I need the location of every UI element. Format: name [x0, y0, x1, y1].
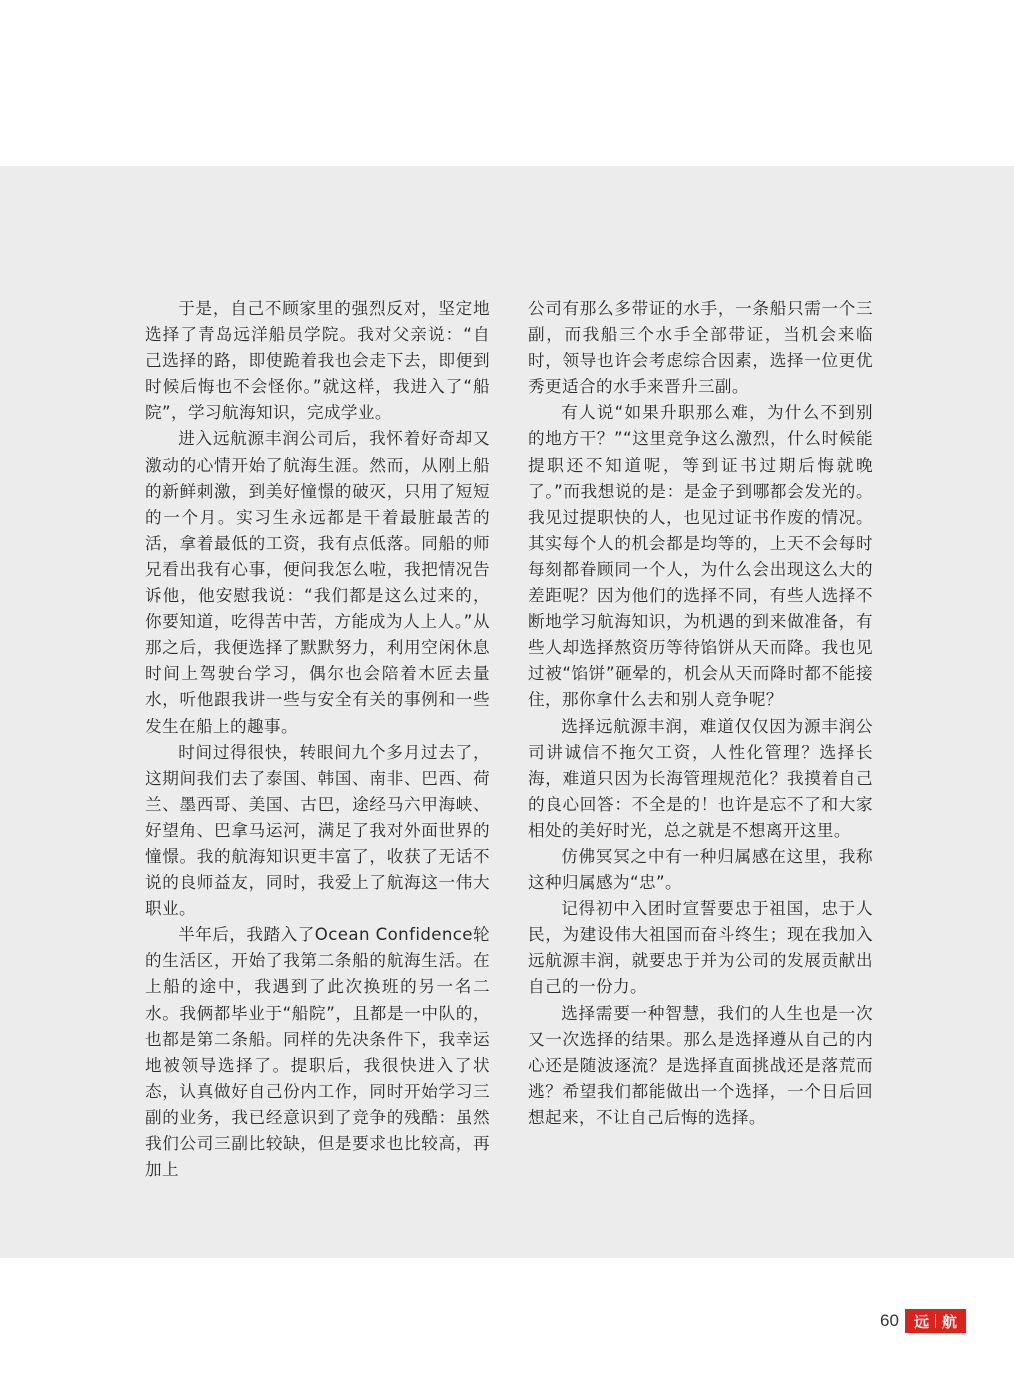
paragraph: 有人说“如果升职那么难，为什么不到别的地方干？”“这里竞争这么激烈，什么时候能提职还不知道呢，等到证书过期后悔就晚了。”而我想说的是：是金子到哪都会发光的。我见过提职快的人，也见过证书作废的情况。其实每个人的机会都是均等的，上天不会每时每刻都眷顾同一个人，为什么会出现这么大的差距呢？因为他们的选择不同，有些人选择不断地学习航海知识，为机遇的到来做准备，有些人却选择熬资历等待馅饼从天而降。我也见过被“馅饼”砸晕的，机会从天而降时都不能接住，那你拿什么去和别人竞争呢？	[528, 403, 873, 710]
page-number: 60	[880, 1311, 899, 1330]
paragraph-continued: 公司有那么多带证的水手，一条船只需一个三副，而我船三个水手全部带证，当机会来临时，领导也许会考虑综合因素，选择一位更优秀更适合的水手来晋升三副。	[528, 299, 873, 397]
paragraph: 半年后，我踏入了Ocean Confidence轮的生活区，开始了我第二条船的航海生活。在上船的途中，我遇到了此次换班的另一名二水。我俩都毕业于“船院”，且都是一中队的，也都是第二条船。同样的先决条件下，我幸运地被领导选择了。提职后，我很快进入了状态，认真做好自己份内工作，同时开始学习三副的业务，我已经意识到了竞争的残酷：虽然我们公司三副比较缺，但是要求也比较高，再加上	[145, 925, 490, 1180]
page-footer	[880, 1309, 966, 1333]
paragraph: 记得初中入团时宣誓要忠于祖国，忠于人民，为建设伟大祖国而奋斗终生；现在我加入远航源丰润，就要忠于并为公司的发展贡献出自己的一份力。	[528, 899, 873, 997]
article-right-column	[528, 296, 873, 1131]
paragraph: 选择需要一种智慧，我们的人生也是一次又一次选择的结果。那么是选择遵从自己的内心还是随波逐流？是选择直面挑战还是落荒而逃？希望我们都能做出一个选择，一个日后回想起来，不让自己后悔的选择。	[528, 1003, 873, 1127]
paragraph: 于是，自己不顾家里的强烈反对，坚定地选择了青岛远洋船员学院。我对父亲说：“自己选择的路，即使跪着我也会走下去，即便到时候后悔也不会怪你。”就这样，我进入了“船院”，学习航海知识，完成学业。	[145, 299, 490, 423]
paragraph: 选择远航源丰润，难道仅仅因为源丰润公司讲诚信不拖欠工资，人性化管理？选择长海，难道只因为长海管理规范化？我摸着自己的良心回答：不全是的！也许是忘不了和大家相处的美好时光，总之就是不想离开这里。	[528, 716, 873, 840]
article-left-column	[145, 296, 490, 1183]
logo-divider	[935, 1314, 936, 1328]
paragraph: 时间过得很快，转眼间九个多月过去了，这期间我们去了泰国、韩国、南非、巴西、荷兰、墨西哥、美国、古巴，途经马六甲海峡、好望角、巴拿马运河，满足了我对外面世界的憧憬。我的航海知识更丰富了，收获了无话不说的良师益友，同时，我爱上了航海这一伟大职业。	[145, 742, 490, 919]
magazine-logo	[905, 1309, 966, 1333]
paragraph: 进入远航源丰润公司后，我怀着好奇却又激动的心情开始了航海生涯。然而，从刚上船的新鲜刺激，到美好憧憬的破灭，只用了短短的一个月。实习生永远都是干着最脏最苦的活，拿着最低的工资，我有点低落。同船的师兄看出我有心事，便问我怎么啦，我把情况告诉他，他安慰我说：“我们都是这么过来的，你要知道，吃得苦中苦，方能成为人上人。”从那之后，我便选择了默默努力，利用空闲休息时间上驾驶台学习，偶尔也会陪着木匠去量水，听他跟我讲一些与安全有关的事例和一些发生在船上的趣事。	[145, 429, 490, 736]
logo-char-left: 远	[913, 1312, 929, 1331]
paragraph: 仿佛冥冥之中有一种归属感在这里，我称这种归属感为“忠”。	[528, 846, 873, 893]
logo-char-right: 航	[941, 1312, 957, 1331]
